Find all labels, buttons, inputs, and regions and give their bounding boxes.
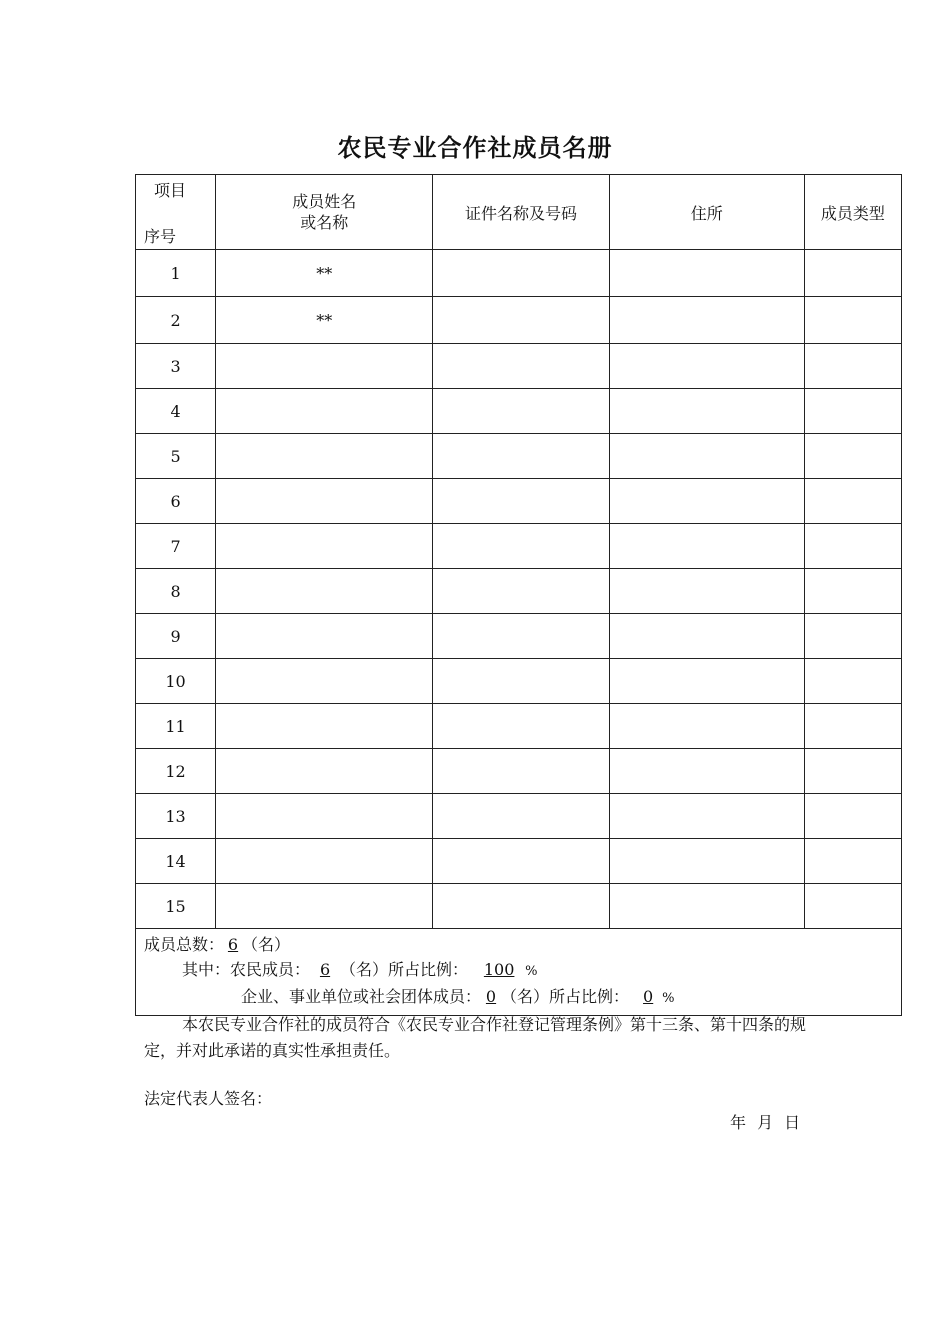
summary-farmer-line xyxy=(144,957,893,984)
row-id-cell xyxy=(433,434,609,479)
date-label: 年 月 日 xyxy=(730,1113,801,1132)
table-row xyxy=(136,884,902,929)
row-type-cell xyxy=(804,839,901,884)
legal-representative-signature-label: 法定代表人签名： xyxy=(144,1089,273,1108)
table-row xyxy=(136,344,902,389)
row-type-cell xyxy=(804,569,901,614)
table-row xyxy=(136,749,902,794)
row-address-cell xyxy=(609,704,804,749)
row-seq-cell: 13 xyxy=(136,794,216,839)
row-id-cell xyxy=(433,297,609,344)
row-name-cell xyxy=(216,434,433,479)
row-seq-cell: 2 xyxy=(136,297,216,344)
row-id-cell xyxy=(433,659,609,704)
row-name-cell: ** xyxy=(216,297,433,344)
header-type-cell: 成员类型 xyxy=(804,175,901,250)
row-id-cell xyxy=(433,704,609,749)
row-address-cell xyxy=(609,749,804,794)
total-label: 成员总数： xyxy=(144,935,225,954)
row-type-cell xyxy=(804,344,901,389)
row-name-cell xyxy=(216,794,433,839)
row-type-cell xyxy=(804,704,901,749)
row-id-cell xyxy=(433,250,609,297)
header-address-cell: 住所 xyxy=(609,175,804,250)
row-name-cell xyxy=(216,389,433,434)
row-id-cell xyxy=(433,389,609,434)
row-id-cell xyxy=(433,614,609,659)
row-id-cell xyxy=(433,749,609,794)
row-id-cell xyxy=(433,884,609,929)
header-name-line1: 成员姓名 xyxy=(292,192,357,211)
member-roster-table xyxy=(135,174,902,1016)
table-row xyxy=(136,297,902,344)
summary-enterprise-line xyxy=(144,984,893,1011)
table-row xyxy=(136,434,902,479)
header-item-label: 项目 xyxy=(154,181,187,200)
enterprise-percent-sign: % xyxy=(662,991,675,1006)
row-id-cell xyxy=(433,794,609,839)
row-type-cell xyxy=(804,434,901,479)
row-name-cell: ** xyxy=(216,250,433,297)
row-seq-cell: 7 xyxy=(136,524,216,569)
row-type-cell xyxy=(804,250,901,297)
among-label: 其中： xyxy=(182,960,231,979)
farmer-value: 6 xyxy=(319,960,331,979)
row-seq-cell: 6 xyxy=(136,479,216,524)
header-name-line2: 或名称 xyxy=(300,213,349,232)
row-address-cell xyxy=(609,884,804,929)
enterprise-label: 企业、事业单位或社会团体成员： xyxy=(241,987,482,1006)
header-seq-label: 序号 xyxy=(144,227,177,246)
row-name-cell xyxy=(216,884,433,929)
row-seq-cell: 10 xyxy=(136,659,216,704)
row-address-cell xyxy=(609,250,804,297)
row-seq-cell: 3 xyxy=(136,344,216,389)
summary-total-line xyxy=(144,932,893,957)
row-id-cell xyxy=(433,524,609,569)
row-type-cell xyxy=(804,479,901,524)
row-type-cell xyxy=(804,614,901,659)
row-seq-cell: 9 xyxy=(136,614,216,659)
row-type-cell xyxy=(804,524,901,569)
enterprise-value: 0 xyxy=(485,987,497,1006)
enterprise-unit: （名） xyxy=(501,987,550,1006)
row-address-cell xyxy=(609,569,804,614)
row-seq-cell: 8 xyxy=(136,569,216,614)
total-value: 6 xyxy=(227,935,239,954)
row-address-cell xyxy=(609,839,804,884)
header-name-cell xyxy=(216,175,433,250)
row-id-cell xyxy=(433,479,609,524)
table-row xyxy=(136,839,902,884)
row-address-cell xyxy=(609,389,804,434)
row-address-cell xyxy=(609,614,804,659)
row-address-cell xyxy=(609,479,804,524)
enterprise-ratio-value: 0 xyxy=(643,987,654,1006)
row-address-cell xyxy=(609,434,804,479)
row-address-cell xyxy=(609,794,804,839)
row-seq-cell: 1 xyxy=(136,250,216,297)
header-id-cell: 证件名称及号码 xyxy=(433,175,609,250)
row-name-cell xyxy=(216,479,433,524)
table-row xyxy=(136,524,902,569)
document-title: 农民专业合作社成员名册 xyxy=(337,134,613,162)
row-name-cell xyxy=(216,614,433,659)
table-row xyxy=(136,704,902,749)
table-header-row xyxy=(136,175,902,250)
row-type-cell xyxy=(804,749,901,794)
farmer-percent-sign: % xyxy=(525,964,538,979)
header-seq-cell xyxy=(136,175,216,250)
farmer-unit: （名） xyxy=(340,960,389,979)
row-type-cell xyxy=(804,659,901,704)
row-name-cell xyxy=(216,344,433,389)
farmer-label: 农民成员： xyxy=(230,960,311,979)
row-name-cell xyxy=(216,659,433,704)
row-name-cell xyxy=(216,839,433,884)
row-seq-cell: 11 xyxy=(136,704,216,749)
row-name-cell xyxy=(216,524,433,569)
row-name-cell xyxy=(216,749,433,794)
table-row xyxy=(136,479,902,524)
row-type-cell xyxy=(804,884,901,929)
row-type-cell xyxy=(804,297,901,344)
row-address-cell xyxy=(609,344,804,389)
table-row xyxy=(136,659,902,704)
row-id-cell xyxy=(433,569,609,614)
row-address-cell xyxy=(609,659,804,704)
row-seq-cell: 12 xyxy=(136,749,216,794)
row-seq-cell: 14 xyxy=(136,839,216,884)
row-name-cell xyxy=(216,704,433,749)
row-name-cell xyxy=(216,569,433,614)
row-address-cell xyxy=(609,524,804,569)
row-id-cell xyxy=(433,344,609,389)
row-type-cell xyxy=(804,794,901,839)
farmer-ratio-label: 所占比例： xyxy=(388,960,469,979)
table-row xyxy=(136,569,902,614)
table-row xyxy=(136,614,902,659)
table-row xyxy=(136,250,902,297)
row-address-cell xyxy=(609,297,804,344)
summary-cell xyxy=(136,929,902,1016)
row-seq-cell: 4 xyxy=(136,389,216,434)
table-row xyxy=(136,794,902,839)
row-id-cell xyxy=(433,839,609,884)
summary-row xyxy=(136,929,902,1016)
enterprise-ratio-label: 所占比例： xyxy=(549,987,630,1006)
pledge-statement: 本农民专业合作社的成员符合《农民专业合作社登记管理条例》第十三条、第十四条的规定，并对此承诺的真实性承担责任。 xyxy=(144,1015,807,1060)
row-seq-cell: 5 xyxy=(136,434,216,479)
farmer-ratio-value: 100 xyxy=(483,960,515,979)
row-type-cell xyxy=(804,389,901,434)
row-seq-cell: 15 xyxy=(136,884,216,929)
total-unit: （名） xyxy=(242,935,291,954)
table-row xyxy=(136,389,902,434)
